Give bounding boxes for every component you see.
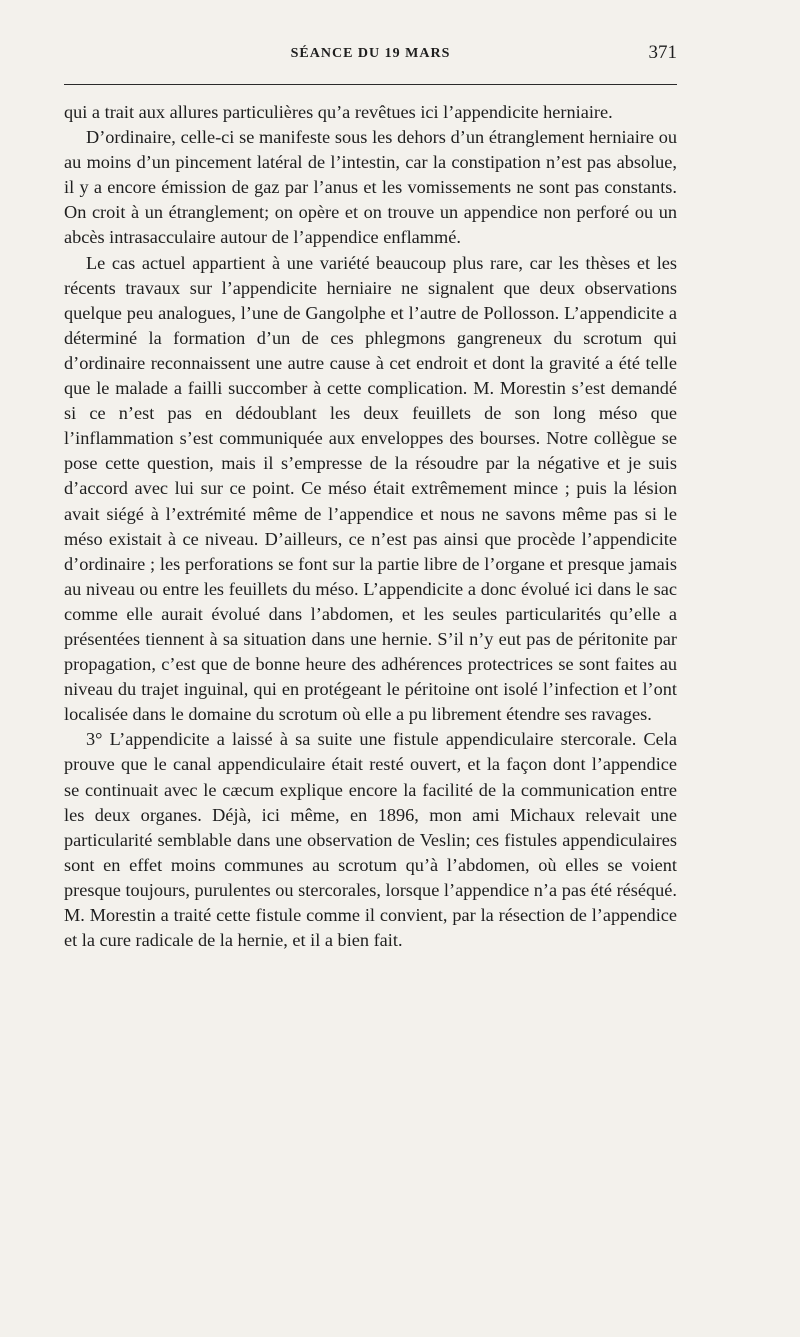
paragraph-fistule: 3° L’appendicite a laissé à sa suite une fistule appendiculaire stercorale. Cela prouve que le canal appendiculaire était resté ouvert, et la façon dont l’appendice se continuait avec le cæcum explique encore la facilité de la communication entre les deux organes. Déjà, ici même, en 1896, mon ami Michaux relevait une particularité semblable dans une observation de Veslin; ces fistules appendiculaires sont en effet moins communes au scrotum qu’à l’abdomen, où elles se voient presque toujours, purulentes ou stercorales, lorsque l’appendice n’a pas été réséqué. M. Morestin a traité cette fistule comme il convient, par la résection de l’appendice et la cure radicale de la hernie, et il a bien fait. bbox=[64, 729, 677, 951]
paragraph-ordinaire: D’ordinaire, celle-ci se manifeste sous les dehors d’un étranglement herniaire ou au moins d’un pincement latéral de l’intestin, car la constipation n’est pas absolue, il y a encore émission de gaz par l’anus et les vomissements ne sont pas constants. On croit à un étranglement; on opère et on trouve un appendice non perforé ou un abcès intrasacculaire autour de l’appendice enflammé. bbox=[64, 127, 677, 248]
body-text bbox=[64, 100, 677, 953]
page-number: 371 bbox=[648, 42, 677, 63]
running-head: SÉANCE DU 19 MARS bbox=[290, 46, 451, 61]
header-rule bbox=[64, 84, 677, 85]
page-header bbox=[64, 42, 677, 74]
paragraph-continuation: qui a trait aux allures particulières qu’a revêtues ici l’appendicite herniaire. bbox=[64, 102, 613, 122]
paragraph-cas-actuel: Le cas actuel appartient à une variété beaucoup plus rare, car les thèses et les récents travaux sur l’appendicite herniaire ne signalent que deux observations quelque peu analogues, l’une de Gangolphe et l’autre de Pollosson. L’appendicite a déterminé la formation d’un de ces phlegmons gangreneux du scrotum qui d’ordinaire reconnaissent une autre cause à cet endroit et dont la gravité a été telle que le malade a failli succomber à cette complication. M. Morestin s’est demandé si ce n’est pas en dédoublant les deux feuillets de son long méso que l’inflammation s’est communiquée aux enveloppes des bourses. Notre collègue se pose cette question, mais il s’empresse de la résoudre par la négative et je suis d’accord avec lui sur ce point. Ce méso était extrêmement mince ; puis la lésion avait siégé à l’extrémité même de l’appendice et nous ne savons même pas si le méso existait à ce niveau. D’ailleurs, ce n’est pas ainsi que procède l’appendicite d’ordinaire ; les perforations se font sur la partie libre de l’organe et presque jamais au niveau ou entre les feuillets du méso. L’appendicite a donc évolué ici dans le sac comme elle aurait évolué dans l’abdomen, et les seules particularités qu’elle a présentées tiennent à sa situation dans une hernie. S’il n’y eut pas de péritonite par propagation, c’est que de bonne heure des adhérences protectrices se sont faites au niveau du trajet inguinal, qui en protégeant le péritoine ont isolé l’infection et l’ont localisée dans le domaine du scrotum où elle a pu librement étendre ses ravages. bbox=[64, 252, 677, 725]
